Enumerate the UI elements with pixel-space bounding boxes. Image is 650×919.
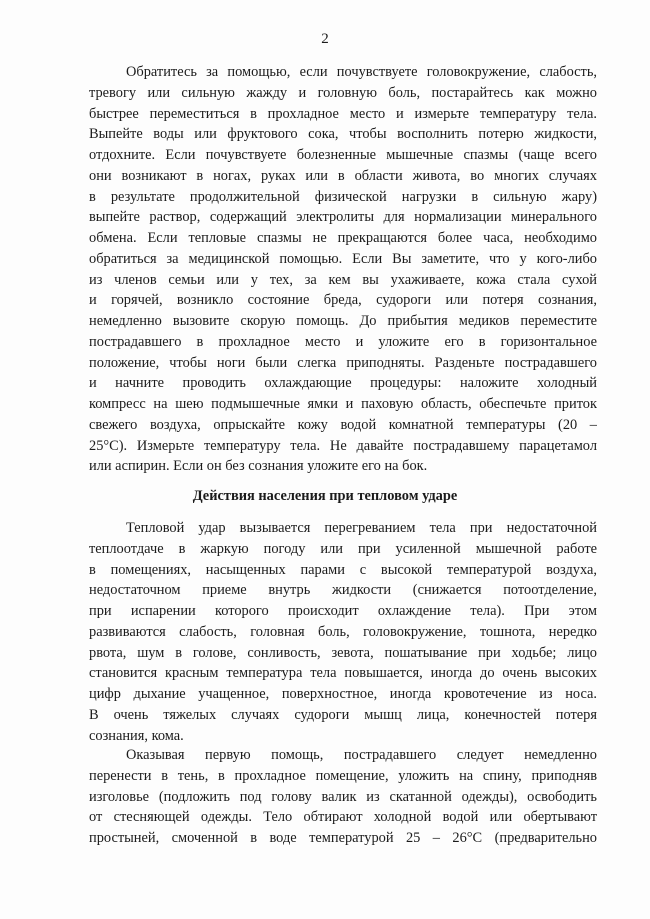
- paragraph-line: немедленно вызовите скорую помощь. До прибытия медиков переместите: [89, 313, 597, 329]
- paragraph-heat-exhaustion-advice: [89, 62, 597, 477]
- paragraph-line: и начните проводить охлаждающие процедуры: наложите холодный: [89, 375, 597, 392]
- paragraph-line: свежего воздуха, опрыскайте кожу водой комнатной температуры (20 –: [89, 416, 597, 433]
- paragraph-line: Выпейте воды или фруктового сока, чтобы восполнить потерю жидкости,: [89, 126, 597, 143]
- paragraph-line: они возникают в ногах, руках или в области живота, во многих случаях: [89, 167, 597, 184]
- paragraph-line: пострадавшего в прохладное место и уложите его в горизонтальное: [89, 333, 597, 350]
- paragraph-line: при испарении которого происходит охлаждение тела). При этом: [89, 603, 597, 619]
- section-heading: Действия населения при тепловом ударе: [192, 488, 458, 504]
- paragraph-line: обратиться за медицинской помощью. Если Вы заметите, что у кого-либо: [89, 250, 597, 267]
- paragraph-line: В очень тяжелых случаях судороги мышц лица, конечностей потеря: [89, 706, 597, 723]
- paragraph-line: простыней, смоченной в воде температурой 25 – 26°С (предварительно: [89, 830, 597, 846]
- paragraph-line: изголовье (подложить под голову валик из скатанной одежды), освободить: [89, 788, 597, 805]
- page-number: 2: [321, 31, 329, 47]
- paragraph-line: перенести в тень, в прохладное помещение, уложить на спину, приподняв: [89, 767, 597, 784]
- paragraph-line: компресс на шею подмышечные ямки и паховую область, обеспечьте приток: [89, 396, 597, 412]
- paragraph-line: положение, чтобы ноги были слегка приподняты. Разденьте пострадавшего: [89, 354, 597, 371]
- paragraph-line: Оказывая первую помощь, пострадавшего следует немедленно: [126, 747, 597, 763]
- paragraph-line: из членов семьи или у тех, за кем вы ухаживаете, кожа стала сухой: [89, 271, 597, 288]
- paragraph-line: рвота, шум в голове, сонливость, зевота, пошатывание при ходьбе; лицо: [89, 644, 597, 661]
- paragraph-first-aid: [89, 745, 597, 849]
- paragraph-line: в результате продолжительной физической нагрузки в сильную жару): [89, 188, 597, 205]
- paragraph-line: тревогу или сильную жажду и головную боль, постарайтесь как можно: [89, 84, 597, 101]
- paragraph-line: быстрее переместиться в прохладное место и измерьте температуру тела.: [89, 105, 597, 122]
- paragraph-line: отдохните. Если почувствуете болезненные мышечные спазмы (чаще всего: [89, 147, 597, 163]
- paragraph-line: цифр дыхание учащенное, поверхностное, иногда кровотечение из носа.: [89, 686, 597, 702]
- paragraph-line: от стесняющей одежды. Тело обтирают холодной водой или обертывают: [89, 809, 597, 826]
- paragraph-line: обмена. Если тепловые спазмы не прекращаются более часа, необходимо: [89, 230, 597, 246]
- paragraph-line: или аспирин. Если он без сознания уложите его на бок.: [89, 458, 428, 475]
- paragraph-line: и горячей, возникло состояние бреда, судороги или потеря сознания,: [89, 292, 597, 309]
- paragraph-line: развиваются слабость, головная боль, головокружение, тошнота, нередко: [89, 623, 597, 640]
- paragraph-line: недостаточном приеме внутрь жидкости (снижается потоотделение,: [89, 582, 597, 599]
- paragraph-line: выпейте раствор, содержащий электролиты для нормализации минерального: [89, 209, 597, 226]
- paragraph-line: сознания, кома.: [89, 727, 184, 744]
- paragraph-line: теплоотдаче в жаркую погоду или при усиленной мышечной работе: [89, 540, 597, 557]
- paragraph-line: Обратитесь за помощью, если почувствуете головокружение, слабость,: [126, 64, 597, 80]
- paragraph-line: в помещениях, насыщенных парами с высокой температурой воздуха,: [89, 561, 597, 578]
- paragraph-heat-stroke-description: [89, 518, 597, 746]
- paragraph-line: Тепловой удар вызывается перегреванием тела при недостаточной: [126, 520, 597, 536]
- paragraph-line: становится красным температура тела повышается, иногда до очень высоких: [89, 665, 597, 682]
- paragraph-line: 25°С). Измерьте температуру тела. Не давайте пострадавшему парацетамол: [89, 437, 597, 454]
